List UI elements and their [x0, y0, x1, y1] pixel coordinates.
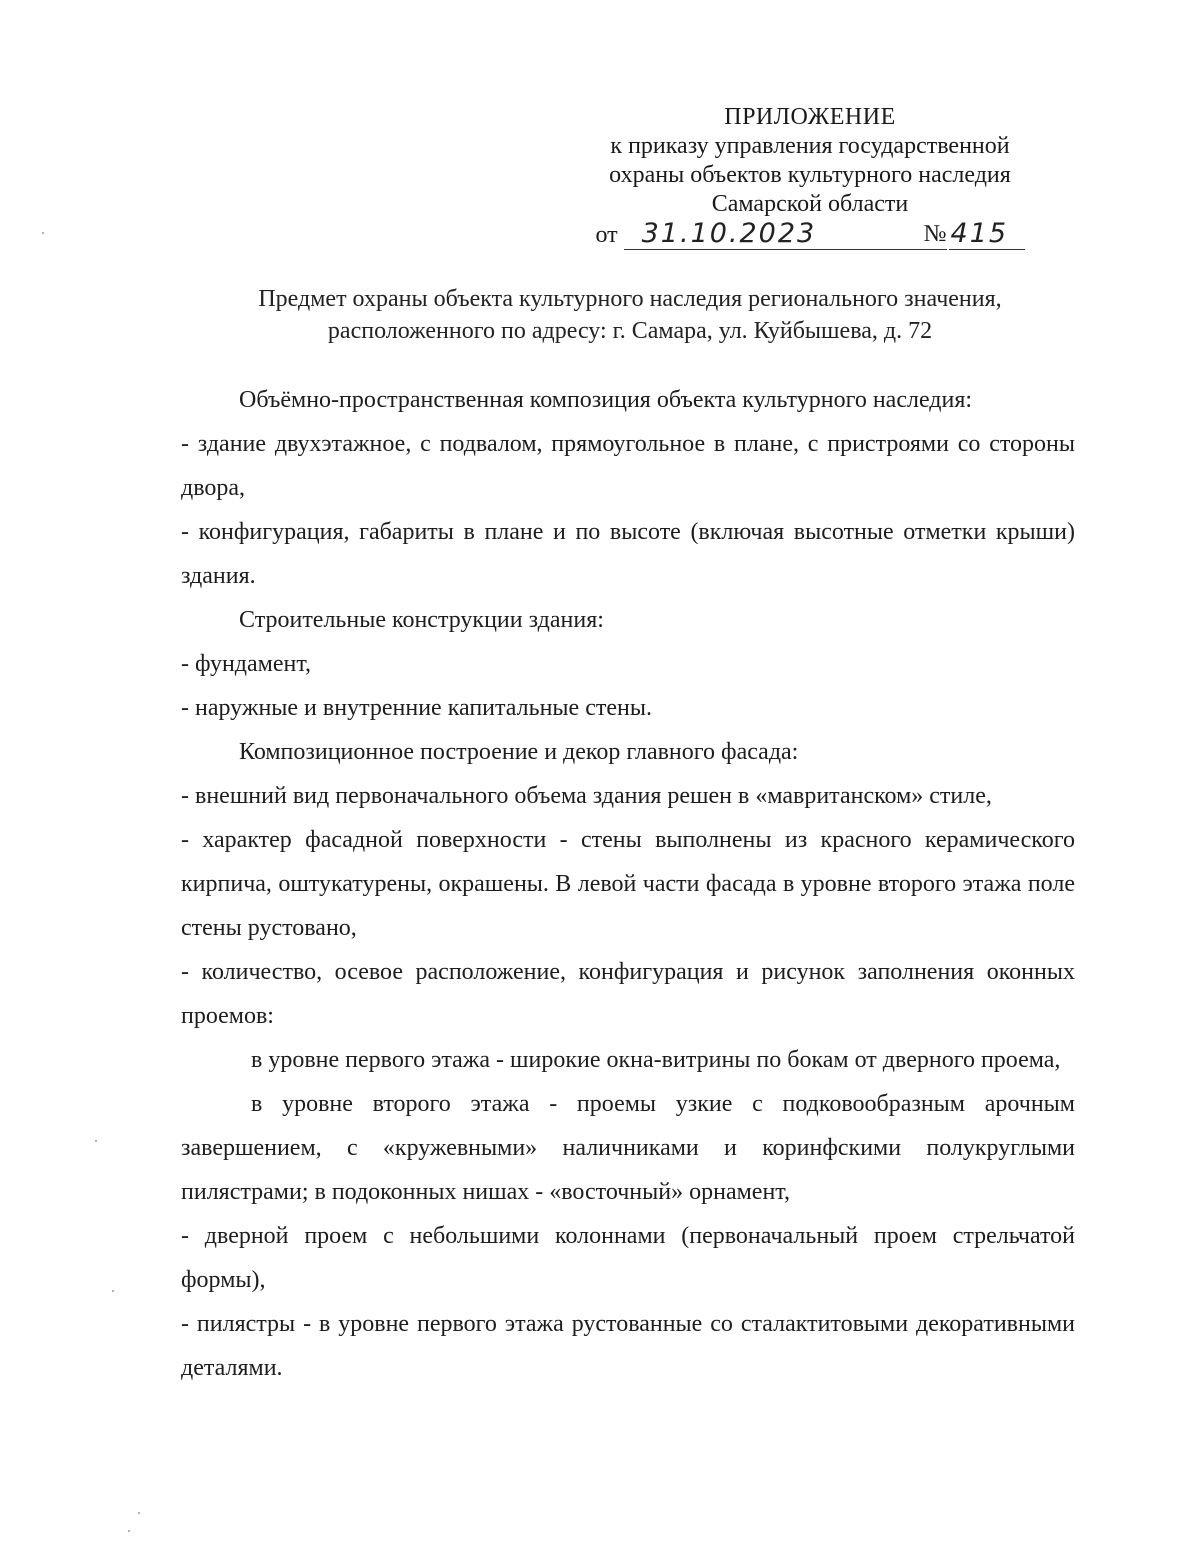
section-heading-facade: Композиционное построение и декор главного фасада: [239, 739, 799, 765]
number-sign: № [924, 220, 947, 250]
list-item: - характер фасадной поверхности - стены выполнены из красного керамического кирпича, оштукатурены, окрашены. В левой части фасада в уровне второго этажа поле стены рустовано, [181, 827, 1075, 941]
order-date-number-line [575, 219, 1045, 250]
list-item: - конфигурация, габариты в плане и по высоте (включая высотные отметки крыши) здания. [181, 519, 1075, 589]
title-line-1: Предмет охраны объекта культурного наследия регионального значения, [258, 286, 1002, 312]
header-line-3: Самарской области [711, 191, 909, 217]
list-item: - здание двухэтажное, с подвалом, прямоугольное в плане, с пристроями со стороны двора, [181, 431, 1075, 501]
list-item: - наружные и внутренние капитальные стены. [181, 695, 652, 721]
appendix-heading: ПРИЛОЖЕНИЕ [724, 104, 896, 130]
list-item: - пилястры - в уровне первого этажа рустованные со сталактитовыми декоративными деталями. [181, 1311, 1075, 1381]
sub-item-first-floor: в уровне первого этажа - широкие окна-витрины по бокам от дверного проема, [251, 1047, 1061, 1073]
header-line-1: к приказу управления государственной [610, 133, 1010, 159]
scan-speck [138, 1512, 140, 1514]
scan-speck [112, 1290, 114, 1292]
section-heading-volume: Объёмно-пространственная композиция объекта культурного наследия: [239, 387, 973, 413]
sub-item-second-floor: в уровне второго этажа - проемы узкие с подковообразным арочным завершением, с «кружевными» наличниками и коринфскими полукруглыми пилястрами; в подоконных нишах - «восточный» орнамент, [181, 1091, 1075, 1205]
handwritten-date: 31.10.2023 [624, 219, 924, 250]
scan-speck [42, 232, 44, 234]
from-label: от [595, 222, 618, 248]
document-body [181, 378, 1075, 1390]
scan-speck [128, 1530, 130, 1532]
document-title [180, 283, 1080, 347]
list-item: - количество, осевое расположение, конфигурация и рисунок заполнения оконных проемов: [181, 959, 1075, 1029]
scan-speck [95, 1140, 97, 1142]
list-item: - внешний вид первоначального объема здания решен в «мавританском» стиле, [181, 783, 992, 809]
handwritten-number: 415 [949, 219, 1025, 250]
list-item: - фундамент, [181, 651, 312, 677]
header-line-2: охраны объектов культурного наследия [609, 162, 1011, 188]
title-line-2: расположенного по адресу: г. Самара, ул. Куйбышева, д. 72 [327, 318, 933, 344]
appendix-header [575, 103, 1045, 250]
section-heading-structures: Строительные конструкции здания: [239, 607, 604, 633]
list-item: - дверной проем с небольшими колоннами (первоначальный проем стрельчатой формы), [181, 1223, 1075, 1293]
